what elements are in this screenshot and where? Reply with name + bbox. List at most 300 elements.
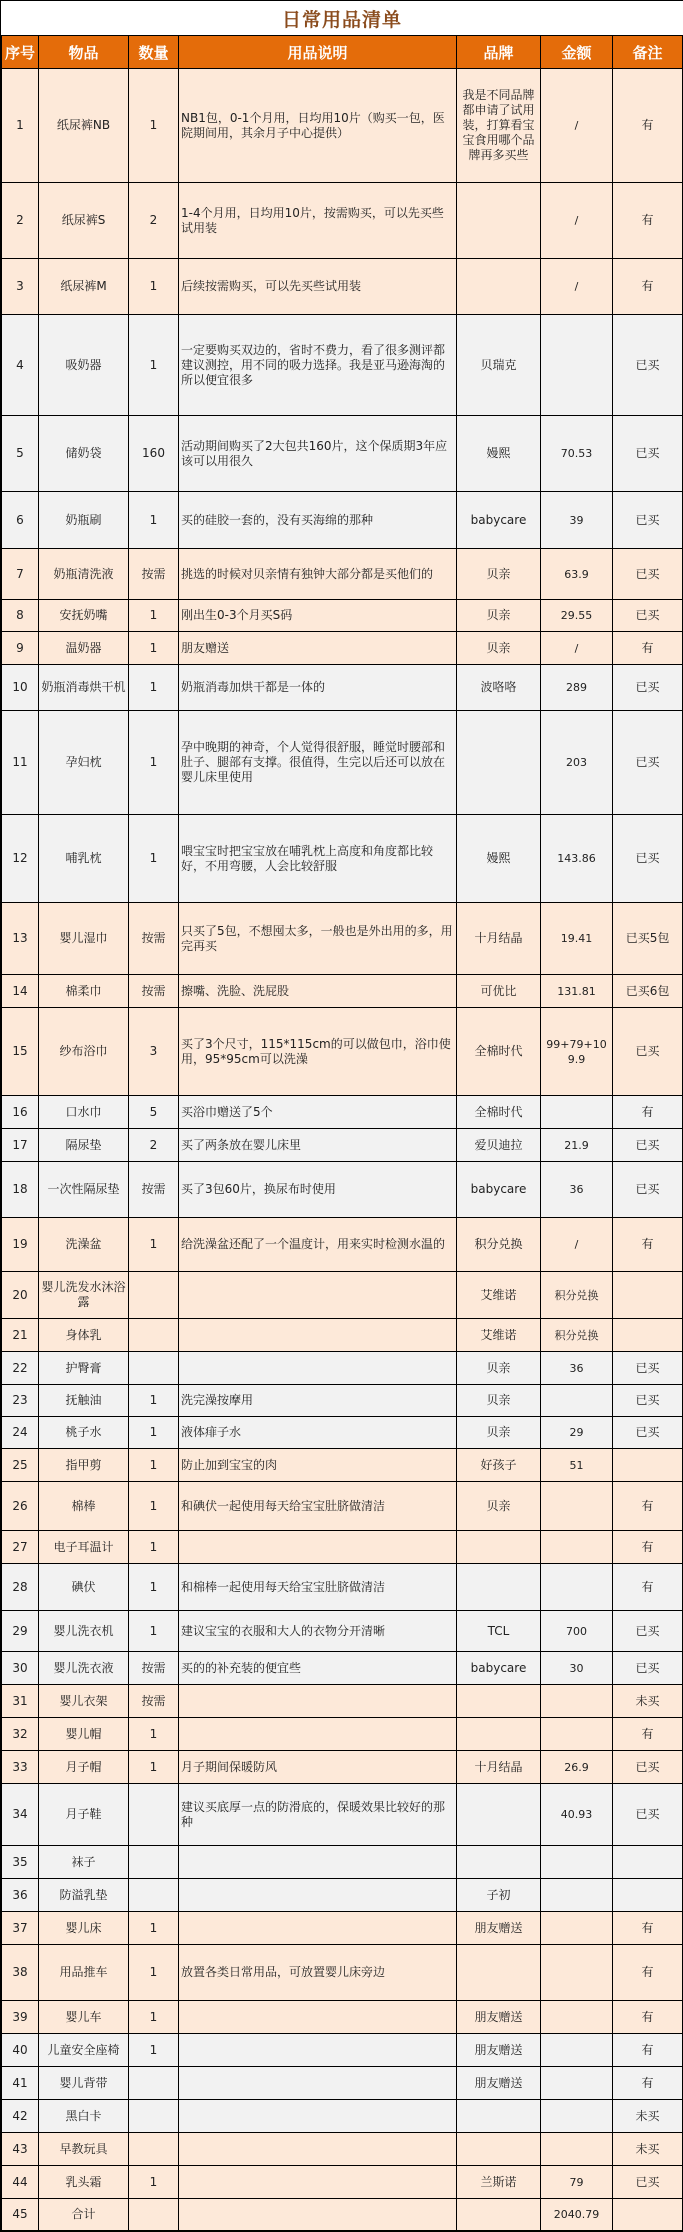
cell-no: 27 [2, 1531, 39, 1564]
cell-remark: 有 [613, 1096, 683, 1129]
cell-brand: babycare [457, 1652, 541, 1685]
cell-remark: 已买 [613, 600, 683, 632]
cell-amount: 70.53 [541, 416, 613, 492]
table-row [2, 1685, 683, 1718]
table-row [2, 1417, 683, 1449]
cell-amount: 79 [541, 2166, 613, 2199]
cell-amount: 51 [541, 1449, 613, 1482]
cell-no: 13 [2, 903, 39, 975]
cell-desc: 一定要购买双边的，省时不费力，看了很多测评都建议测控，用不同的吸力选择。我是亚马逊海淘的所以便宜很多 [179, 315, 457, 416]
cell-remark: 已买 [613, 1008, 683, 1096]
cell-no: 39 [2, 2001, 39, 2034]
cell-item: 棉棒 [39, 1482, 129, 1531]
cell-item: 早教玩具 [39, 2133, 129, 2166]
cell-no: 4 [2, 315, 39, 416]
cell-qty: 1 [129, 1482, 179, 1531]
cell-desc [179, 2166, 457, 2199]
table-row [2, 315, 683, 416]
cell-brand [457, 1531, 541, 1564]
cell-remark: 已买 [613, 1162, 683, 1218]
cell-amount: 26.9 [541, 1751, 613, 1784]
cell-brand: 艾维诺 [457, 1319, 541, 1352]
column-header-brand: 品牌 [457, 36, 541, 69]
cell-amount [541, 2133, 613, 2166]
cell-remark: 已买 [613, 711, 683, 815]
cell-item: 碘伏 [39, 1564, 129, 1611]
cell-brand: 波咯咯 [457, 665, 541, 711]
cell-remark: 已买 [613, 2166, 683, 2199]
cell-amount: 积分兑换 [541, 1319, 613, 1352]
table-row [2, 665, 683, 711]
cell-amount: / [541, 1218, 613, 1272]
cell-item: 婴儿床 [39, 1912, 129, 1945]
cell-amount [541, 2034, 613, 2067]
cell-qty: 1 [129, 1751, 179, 1784]
cell-desc: 买浴巾赠送了5个 [179, 1096, 457, 1129]
cell-no: 43 [2, 2133, 39, 2166]
cell-no: 23 [2, 1385, 39, 1417]
cell-item: 纸尿裤S [39, 183, 129, 259]
cell-no: 14 [2, 975, 39, 1008]
cell-remark: 未买 [613, 2133, 683, 2166]
cell-remark: 有 [613, 1718, 683, 1751]
table-row [2, 1784, 683, 1846]
cell-desc [179, 2001, 457, 2034]
cell-remark: 已买 [613, 1352, 683, 1385]
cell-qty [129, 2100, 179, 2133]
cell-item: 纸尿裤M [39, 259, 129, 315]
cell-no: 33 [2, 1751, 39, 1784]
cell-remark: 有 [613, 2067, 683, 2100]
cell-remark: 已买 [613, 1129, 683, 1162]
cell-no: 8 [2, 600, 39, 632]
cell-remark [613, 1846, 683, 1879]
table-row [2, 259, 683, 315]
cell-qty: 按需 [129, 1162, 179, 1218]
table-row [2, 2001, 683, 2034]
cell-no: 42 [2, 2100, 39, 2133]
cell-desc: 建议买底厚一点的防滑底的，保暖效果比较好的那种 [179, 1784, 457, 1846]
cell-amount [541, 1846, 613, 1879]
cell-brand: TCL [457, 1611, 541, 1652]
cell-amount [541, 1718, 613, 1751]
sheet-title: 日常用品清单 [2, 1, 683, 36]
cell-qty [129, 2067, 179, 2100]
cell-remark: 已买 [613, 1611, 683, 1652]
table-row [2, 2166, 683, 2199]
cell-brand: 爱贝迪拉 [457, 1129, 541, 1162]
table-row [2, 2133, 683, 2166]
cell-desc: 洗完澡按摩用 [179, 1385, 457, 1417]
cell-qty [129, 2133, 179, 2166]
column-header-item: 物品 [39, 36, 129, 69]
cell-desc [179, 1685, 457, 1718]
cell-brand [457, 1685, 541, 1718]
cell-item: 隔尿垫 [39, 1129, 129, 1162]
cell-amount: 131.81 [541, 975, 613, 1008]
cell-item: 婴儿衣架 [39, 1685, 129, 1718]
cell-brand: 嫚熙 [457, 416, 541, 492]
cell-remark: 已买 [613, 492, 683, 549]
cell-remark: 已买 [613, 1385, 683, 1417]
cell-remark: 未买 [613, 2100, 683, 2133]
cell-no: 5 [2, 416, 39, 492]
cell-item: 纸尿裤NB [39, 69, 129, 183]
table-row [2, 1564, 683, 1611]
cell-item: 哺乳枕 [39, 815, 129, 903]
table-row [2, 1008, 683, 1096]
cell-remark [613, 2199, 683, 2231]
cell-desc [179, 1531, 457, 1564]
column-header-qty: 数量 [129, 36, 179, 69]
cell-item: 月子鞋 [39, 1784, 129, 1846]
cell-amount: / [541, 632, 613, 665]
cell-desc [179, 2067, 457, 2100]
cell-amount [541, 2067, 613, 2100]
cell-amount [541, 1564, 613, 1611]
cell-no: 35 [2, 1846, 39, 1879]
cell-item: 储奶袋 [39, 416, 129, 492]
cell-qty: 1 [129, 1718, 179, 1751]
cell-amount: 29 [541, 1417, 613, 1449]
cell-desc: 液体痱子水 [179, 1417, 457, 1449]
cell-desc [179, 2199, 457, 2231]
cell-amount: / [541, 69, 613, 183]
cell-brand: 朋友赠送 [457, 2067, 541, 2100]
cell-remark: 未买 [613, 1685, 683, 1718]
cell-amount [541, 315, 613, 416]
cell-qty: 1 [129, 600, 179, 632]
cell-qty: 1 [129, 1945, 179, 2001]
cell-brand: 贝亲 [457, 1482, 541, 1531]
cell-qty [129, 1784, 179, 1846]
table-row [2, 69, 683, 183]
cell-remark: 有 [613, 259, 683, 315]
cell-amount [541, 1096, 613, 1129]
cell-desc: 给洗澡盆还配了一个温度计，用来实时检测水温的 [179, 1218, 457, 1272]
cell-qty: 1 [129, 2034, 179, 2067]
cell-item: 奶瓶刷 [39, 492, 129, 549]
table-row [2, 1096, 683, 1129]
cell-item: 婴儿帽 [39, 1718, 129, 1751]
table-row [2, 183, 683, 259]
cell-brand: 贝亲 [457, 1385, 541, 1417]
cell-qty [129, 2199, 179, 2231]
cell-no: 21 [2, 1319, 39, 1352]
cell-item: 洗澡盆 [39, 1218, 129, 1272]
cell-amount [541, 1531, 613, 1564]
cell-no: 15 [2, 1008, 39, 1096]
cell-amount [541, 2001, 613, 2034]
cell-qty: 1 [129, 1611, 179, 1652]
cell-qty: 1 [129, 1449, 179, 1482]
cell-brand: 十月结晶 [457, 1751, 541, 1784]
cell-item: 桃子水 [39, 1417, 129, 1449]
cell-brand: 嫚熙 [457, 815, 541, 903]
cell-amount: 2040.79 [541, 2199, 613, 2231]
cell-remark: 已买 [613, 416, 683, 492]
cell-item: 棉柔巾 [39, 975, 129, 1008]
cell-item: 吸奶器 [39, 315, 129, 416]
table-row [2, 1385, 683, 1417]
cell-item: 电子耳温计 [39, 1531, 129, 1564]
cell-desc: 朋友赠送 [179, 632, 457, 665]
cell-remark [613, 1879, 683, 1912]
cell-brand [457, 259, 541, 315]
table-row [2, 1751, 683, 1784]
cell-amount: 19.41 [541, 903, 613, 975]
cell-remark: 有 [613, 1531, 683, 1564]
table-row [2, 1879, 683, 1912]
cell-item: 袜子 [39, 1846, 129, 1879]
cell-remark: 已买 [613, 1417, 683, 1449]
cell-amount [541, 1385, 613, 1417]
cell-item: 指甲剪 [39, 1449, 129, 1482]
cell-remark: 有 [613, 1218, 683, 1272]
cell-brand [457, 2199, 541, 2231]
cell-desc: 买了3包60片，换尿布时使用 [179, 1162, 457, 1218]
cell-desc [179, 1352, 457, 1385]
cell-remark [613, 1272, 683, 1319]
table-row [2, 2034, 683, 2067]
cell-amount: 63.9 [541, 549, 613, 600]
cell-no: 19 [2, 1218, 39, 1272]
cell-desc: 活动期间购买了2大包共160片，这个保质期3年应该可以用很久 [179, 416, 457, 492]
cell-brand: 十月结晶 [457, 903, 541, 975]
cell-qty: 1 [129, 815, 179, 903]
cell-remark: 有 [613, 632, 683, 665]
table-row [2, 1652, 683, 1685]
cell-amount: 36 [541, 1162, 613, 1218]
cell-no: 41 [2, 2067, 39, 2100]
cell-brand [457, 1945, 541, 2001]
cell-no: 3 [2, 259, 39, 315]
cell-qty: 1 [129, 69, 179, 183]
cell-item: 婴儿洗衣机 [39, 1611, 129, 1652]
cell-amount [541, 1945, 613, 2001]
table-row [2, 549, 683, 600]
table-row [2, 1531, 683, 1564]
cell-remark: 有 [613, 1912, 683, 1945]
cell-no: 2 [2, 183, 39, 259]
cell-qty: 按需 [129, 1652, 179, 1685]
cell-no: 1 [2, 69, 39, 183]
cell-brand: 好孩子 [457, 1449, 541, 1482]
cell-qty: 1 [129, 1417, 179, 1449]
table-row [2, 1482, 683, 1531]
cell-brand: 积分兑换 [457, 1218, 541, 1272]
cell-amount [541, 1482, 613, 1531]
cell-amount [541, 1879, 613, 1912]
cell-remark: 已买5包 [613, 903, 683, 975]
cell-brand [457, 183, 541, 259]
table-row [2, 600, 683, 632]
header-row [2, 36, 683, 69]
cell-brand [457, 1564, 541, 1611]
cell-brand: 艾维诺 [457, 1272, 541, 1319]
cell-remark [613, 1319, 683, 1352]
cell-item: 奶瓶清洗液 [39, 549, 129, 600]
table-row [2, 1218, 683, 1272]
supplies-table [1, 1, 683, 2231]
cell-desc [179, 2034, 457, 2067]
column-header-desc: 用品说明 [179, 36, 457, 69]
column-header-remark: 备注 [613, 36, 683, 69]
cell-brand [457, 2133, 541, 2166]
cell-brand: 全棉时代 [457, 1096, 541, 1129]
cell-amount: 29.55 [541, 600, 613, 632]
cell-amount: 36 [541, 1352, 613, 1385]
cell-amount: 143.86 [541, 815, 613, 903]
cell-brand: 兰斯诺 [457, 2166, 541, 2199]
cell-no: 22 [2, 1352, 39, 1385]
cell-desc: 放置各类日常用品，可放置婴儿床旁边 [179, 1945, 457, 2001]
cell-amount: 21.9 [541, 1129, 613, 1162]
cell-qty [129, 1879, 179, 1912]
cell-remark: 有 [613, 2034, 683, 2067]
table-row [2, 2067, 683, 2100]
cell-item: 婴儿背带 [39, 2067, 129, 2100]
cell-brand [457, 1718, 541, 1751]
cell-remark: 已买 [613, 315, 683, 416]
table-row [2, 975, 683, 1008]
cell-brand: 我是不同品牌都申请了试用装，打算看宝宝食用哪个品牌再多买些 [457, 69, 541, 183]
table-row [2, 1129, 683, 1162]
cell-item: 黑白卡 [39, 2100, 129, 2133]
cell-no: 7 [2, 549, 39, 600]
title-row [2, 1, 683, 36]
cell-amount: / [541, 259, 613, 315]
cell-amount [541, 1685, 613, 1718]
cell-desc: 只买了5包，不想囤太多，一般也是外出用的多，用完再买 [179, 903, 457, 975]
cell-no: 20 [2, 1272, 39, 1319]
cell-desc: 防止加到宝宝的肉 [179, 1449, 457, 1482]
cell-qty: 按需 [129, 1685, 179, 1718]
cell-desc [179, 1912, 457, 1945]
cell-no: 36 [2, 1879, 39, 1912]
cell-item: 纱布浴巾 [39, 1008, 129, 1096]
cell-qty: 1 [129, 2001, 179, 2034]
cell-no: 30 [2, 1652, 39, 1685]
cell-no: 17 [2, 1129, 39, 1162]
cell-desc: 建议宝宝的衣服和大人的衣物分开清晰 [179, 1611, 457, 1652]
cell-brand: 朋友赠送 [457, 1912, 541, 1945]
cell-remark: 已买 [613, 1652, 683, 1685]
cell-item: 身体乳 [39, 1319, 129, 1352]
cell-no: 40 [2, 2034, 39, 2067]
cell-no: 28 [2, 1564, 39, 1611]
cell-qty: 1 [129, 259, 179, 315]
cell-amount: / [541, 183, 613, 259]
table-row [2, 1945, 683, 2001]
cell-amount [541, 1912, 613, 1945]
cell-desc: 1-4个月用，日均用10片，按需购买，可以先买些试用装 [179, 183, 457, 259]
table-row [2, 1272, 683, 1319]
cell-desc [179, 1319, 457, 1352]
cell-item: 婴儿车 [39, 2001, 129, 2034]
cell-remark: 有 [613, 183, 683, 259]
cell-amount: 700 [541, 1611, 613, 1652]
cell-qty: 1 [129, 665, 179, 711]
cell-desc: 买的的补充装的便宜些 [179, 1652, 457, 1685]
cell-amount: 40.93 [541, 1784, 613, 1846]
cell-qty: 1 [129, 1564, 179, 1611]
cell-desc: 和碘伏一起使用每天给宝宝肚脐做清洁 [179, 1482, 457, 1531]
cell-item: 月子帽 [39, 1751, 129, 1784]
cell-item: 婴儿洗衣液 [39, 1652, 129, 1685]
cell-brand: 贝亲 [457, 1417, 541, 1449]
cell-brand: 全棉时代 [457, 1008, 541, 1096]
table-row [2, 416, 683, 492]
cell-item: 孕妇枕 [39, 711, 129, 815]
table-row [2, 2199, 683, 2231]
cell-qty: 1 [129, 1531, 179, 1564]
table-row [2, 1846, 683, 1879]
cell-remark: 已买 [613, 815, 683, 903]
cell-brand [457, 1784, 541, 1846]
cell-item: 乳头霜 [39, 2166, 129, 2199]
cell-desc: 孕中晚期的神奇，个人觉得很舒服，睡觉时腰部和肚子、腿部有支撑。很值得，生完以后还可以放在婴儿床里使用 [179, 711, 457, 815]
cell-brand: 子初 [457, 1879, 541, 1912]
table-row [2, 1319, 683, 1352]
cell-amount: 289 [541, 665, 613, 711]
cell-no: 9 [2, 632, 39, 665]
table-row [2, 632, 683, 665]
cell-qty [129, 1319, 179, 1352]
cell-qty: 1 [129, 2166, 179, 2199]
cell-no: 44 [2, 2166, 39, 2199]
cell-remark: 已买6包 [613, 975, 683, 1008]
cell-item: 奶瓶消毒烘干机 [39, 665, 129, 711]
cell-desc: 和棉棒一起使用每天给宝宝肚脐做清洁 [179, 1564, 457, 1611]
cell-item: 抚触油 [39, 1385, 129, 1417]
cell-amount [541, 2100, 613, 2133]
table-row [2, 492, 683, 549]
cell-no: 12 [2, 815, 39, 903]
cell-no: 6 [2, 492, 39, 549]
cell-brand: 贝亲 [457, 1352, 541, 1385]
cell-no: 16 [2, 1096, 39, 1129]
cell-qty: 1 [129, 1218, 179, 1272]
table-row [2, 1162, 683, 1218]
cell-item: 婴儿湿巾 [39, 903, 129, 975]
cell-brand: 贝亲 [457, 632, 541, 665]
cell-desc: 买了3个尺寸，115*115cm的可以做包巾，浴巾使用，95*95cm可以洗澡 [179, 1008, 457, 1096]
cell-qty: 1 [129, 315, 179, 416]
table-row [2, 903, 683, 975]
cell-remark: 有 [613, 1945, 683, 2001]
cell-item: 温奶器 [39, 632, 129, 665]
cell-no: 10 [2, 665, 39, 711]
cell-qty: 160 [129, 416, 179, 492]
cell-no: 45 [2, 2199, 39, 2231]
cell-desc [179, 2100, 457, 2133]
cell-brand: 贝瑞克 [457, 315, 541, 416]
cell-desc: 擦嘴、洗脸、洗屁股 [179, 975, 457, 1008]
cell-no: 18 [2, 1162, 39, 1218]
cell-desc: 买了两条放在婴儿床里 [179, 1129, 457, 1162]
cell-remark: 有 [613, 1564, 683, 1611]
cell-no: 34 [2, 1784, 39, 1846]
cell-no: 24 [2, 1417, 39, 1449]
cell-item: 口水巾 [39, 1096, 129, 1129]
cell-item: 一次性隔尿垫 [39, 1162, 129, 1218]
cell-remark: 有 [613, 69, 683, 183]
cell-qty: 1 [129, 711, 179, 815]
column-header-amount: 金额 [541, 36, 613, 69]
cell-desc [179, 1879, 457, 1912]
cell-item: 用品推车 [39, 1945, 129, 2001]
